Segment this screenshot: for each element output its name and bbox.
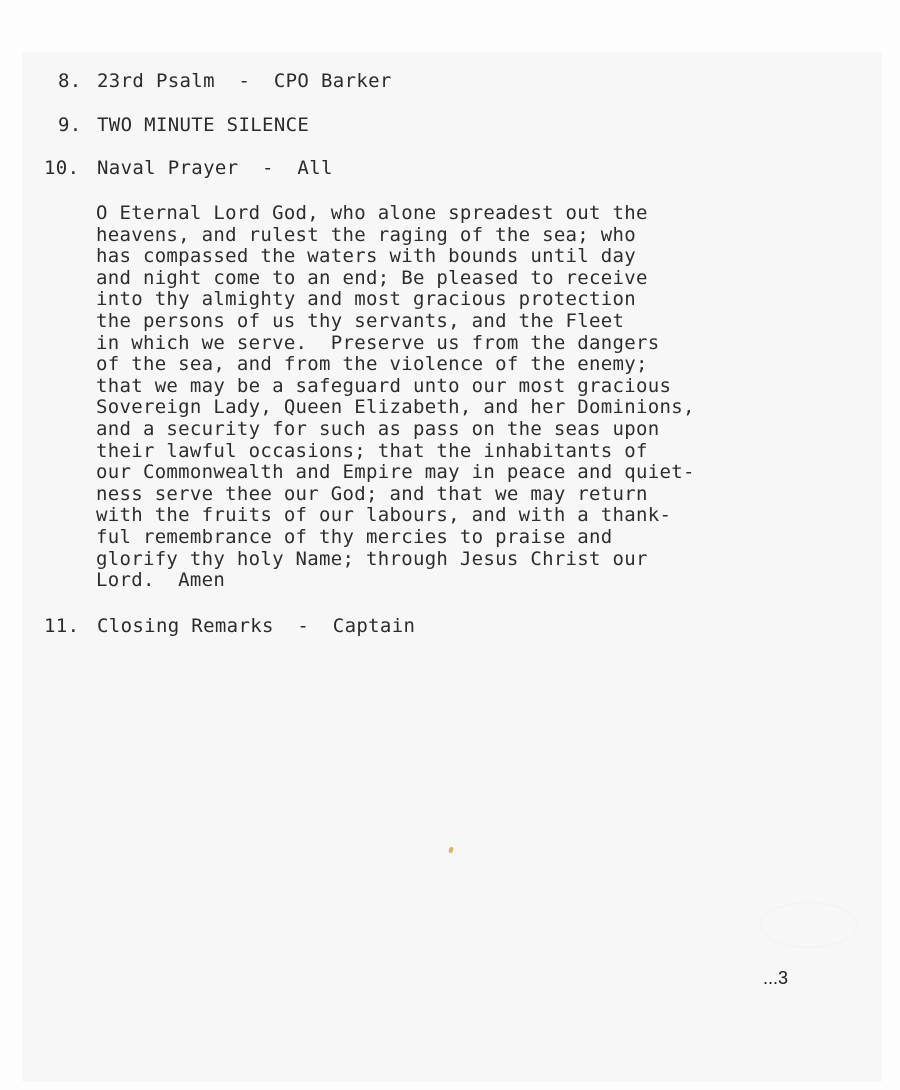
prayer-line: and a security for such as pass on the seas upon [96,417,660,440]
item-text: Closing Remarks - Captain [97,615,416,637]
prayer-line: and night come to an end; Be pleased to receive [96,266,648,289]
prayer-line: with the fruits of our labours, and with a thank- [96,504,672,527]
prayer-line: heavens, and rulest the raging of the sea; who [96,223,636,246]
prayer-line: Sovereign Lady, Queen Elizabeth, and her Dominions, [96,396,695,419]
item-number: 9. [58,114,82,136]
item-number: 8. [58,70,82,92]
item-text: 23rd Psalm - CPO Barker [97,70,392,92]
prayer-line: of the sea, and from the violence of the enemy; [96,353,648,376]
prayer-line: in which we serve. Preserve us from the dangers [96,331,660,354]
paper-smudge [760,902,858,948]
item-number: 10. [44,157,80,179]
naval-prayer-text [96,203,695,592]
item-text: TWO MINUTE SILENCE [97,114,310,136]
prayer-line: has compassed the waters with bounds until day [96,245,636,268]
prayer-line: their lawful occasions; that the inhabitants of [96,439,648,462]
page-continuation: ...3 [763,968,789,988]
prayer-line: glorify thy holy Name; through Jesus Christ our [96,547,648,570]
prayer-line: that we may be a safeguard unto our most gracious [96,374,672,397]
item-number: 11. [44,615,80,637]
prayer-line: ness serve thee our God; and that we may return [96,482,648,505]
prayer-line: into thy almighty and most gracious protection [96,288,636,311]
prayer-line: O Eternal Lord God, who alone spreadest out the [96,202,648,224]
prayer-line: the persons of us thy servants, and the Fleet [96,309,625,332]
prayer-line: ful remembrance of thy mercies to praise and [96,525,613,548]
prayer-line: our Commonwealth and Empire may in peace and quiet- [96,461,695,484]
prayer-line: Lord. Amen [96,569,226,592]
item-text: Naval Prayer - All [97,157,333,179]
